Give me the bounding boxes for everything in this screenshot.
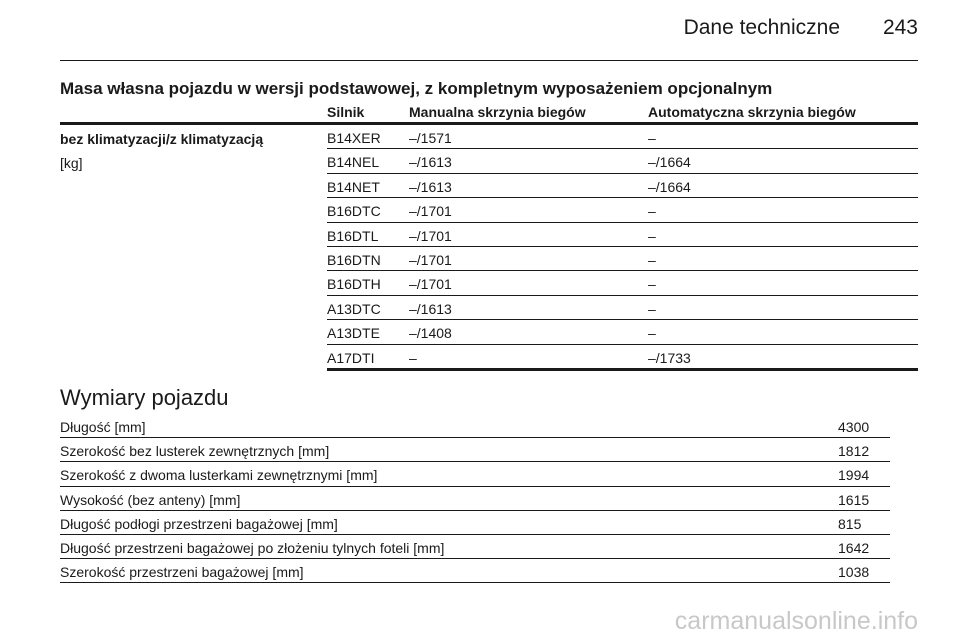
engine-cell: B14NEL — [327, 154, 380, 171]
engine-cell: B16DTL — [327, 227, 379, 244]
dimension-label: Szerokość przestrzeni bagażowej [mm] — [60, 564, 304, 581]
dimension-value: 1615 — [838, 491, 870, 508]
dimension-label: Szerokość z dwoma lusterkami zewnętrznymi [mm] — [60, 467, 378, 484]
page-title: Dane techniczne — [683, 16, 840, 39]
engine-cell: A17DTI — [327, 349, 375, 366]
dimension-value: 1038 — [838, 564, 870, 581]
column-header-automatic: Automatyczna skrzynia biegów — [648, 104, 856, 120]
dimension-label: Długość przestrzeni bagażowej po złożeniu tylnych foteli [mm] — [60, 539, 445, 556]
automatic-weight-cell: – — [648, 203, 656, 220]
automatic-weight-cell: – — [648, 276, 656, 293]
dimension-row — [60, 438, 890, 462]
mass-table-row — [327, 198, 918, 222]
page-number: 243 — [882, 16, 918, 39]
column-header-manual: Manualna skrzynia biegów — [409, 104, 586, 120]
row-label-unit: [kg] — [60, 155, 83, 171]
row-label-ac: bez klimatyzacji/z klimatyzacją — [60, 131, 264, 147]
automatic-weight-cell: –/1733 — [648, 349, 691, 366]
mass-table-row — [327, 320, 918, 344]
dimension-row — [60, 487, 890, 511]
manual-weight-cell: –/1701 — [409, 203, 452, 220]
dimension-label: Szerokość bez lusterek zewnętrznych [mm] — [60, 443, 330, 460]
mass-table — [60, 104, 918, 371]
mass-table-header — [60, 104, 918, 125]
dimension-row — [60, 462, 890, 486]
engine-cell: B16DTH — [327, 276, 381, 293]
dimensions-table — [60, 414, 890, 583]
header-rule — [60, 60, 918, 61]
manual-weight-cell: – — [409, 349, 417, 366]
engine-cell: A13DTC — [327, 300, 381, 317]
manual-weight-cell: –/1701 — [409, 227, 452, 244]
mass-table-row — [327, 296, 918, 320]
dimension-value: 4300 — [838, 419, 870, 435]
dimension-value: 815 — [838, 515, 862, 532]
dimension-row — [60, 559, 890, 583]
mass-table-body — [60, 125, 918, 371]
mass-table-row — [327, 125, 918, 149]
automatic-weight-cell: – — [648, 251, 656, 268]
mass-section-title: Masa własna pojazdu w wersji podstawowej, z kompletnym wyposażeniem opcjonalnym — [60, 79, 773, 98]
mass-table-row — [327, 223, 918, 247]
engine-cell: B16DTN — [327, 251, 381, 268]
mass-table-row — [327, 345, 918, 371]
mass-table-row — [327, 247, 918, 271]
dimensions-section-title: Wymiary pojazdu — [60, 385, 229, 410]
mass-table-row — [327, 174, 918, 198]
mass-row-label — [60, 129, 263, 173]
automatic-weight-cell: –/1664 — [648, 178, 691, 195]
manual-weight-cell: –/1613 — [409, 154, 452, 171]
dimension-label: Długość podłogi przestrzeni bagażowej [mm] — [60, 515, 338, 532]
automatic-weight-cell: – — [648, 300, 656, 317]
dimension-value: 1642 — [838, 539, 870, 556]
automatic-weight-cell: – — [648, 325, 656, 342]
dimension-label: Długość [mm] — [60, 419, 146, 435]
manual-weight-cell: –/1701 — [409, 276, 452, 293]
automatic-weight-cell: – — [648, 130, 656, 146]
engine-cell: A13DTE — [327, 325, 380, 342]
manual-weight-cell: –/1613 — [409, 178, 452, 195]
mass-table-row — [327, 149, 918, 173]
dimension-value: 1994 — [838, 467, 870, 484]
dimension-row — [60, 535, 890, 559]
manual-weight-cell: –/1408 — [409, 325, 452, 342]
manual-weight-cell: –/1701 — [409, 251, 452, 268]
mass-table-row — [327, 271, 918, 295]
engine-cell: B14NET — [327, 178, 380, 195]
automatic-weight-cell: –/1664 — [648, 154, 691, 171]
engine-cell: B14XER — [327, 130, 381, 146]
dimension-row — [60, 511, 890, 535]
dimension-row — [60, 414, 890, 438]
manual-weight-cell: –/1613 — [409, 300, 452, 317]
dimension-label: Wysokość (bez anteny) [mm] — [60, 491, 241, 508]
manual-weight-cell: –/1571 — [409, 130, 452, 146]
dimension-value: 1812 — [838, 443, 870, 460]
engine-cell: B16DTC — [327, 203, 381, 220]
mass-rows — [327, 125, 918, 371]
automatic-weight-cell: – — [648, 227, 656, 244]
watermark: carmanualsonline.info — [674, 607, 918, 635]
column-header-engine: Silnik — [327, 104, 365, 120]
page-header — [0, 0, 918, 40]
